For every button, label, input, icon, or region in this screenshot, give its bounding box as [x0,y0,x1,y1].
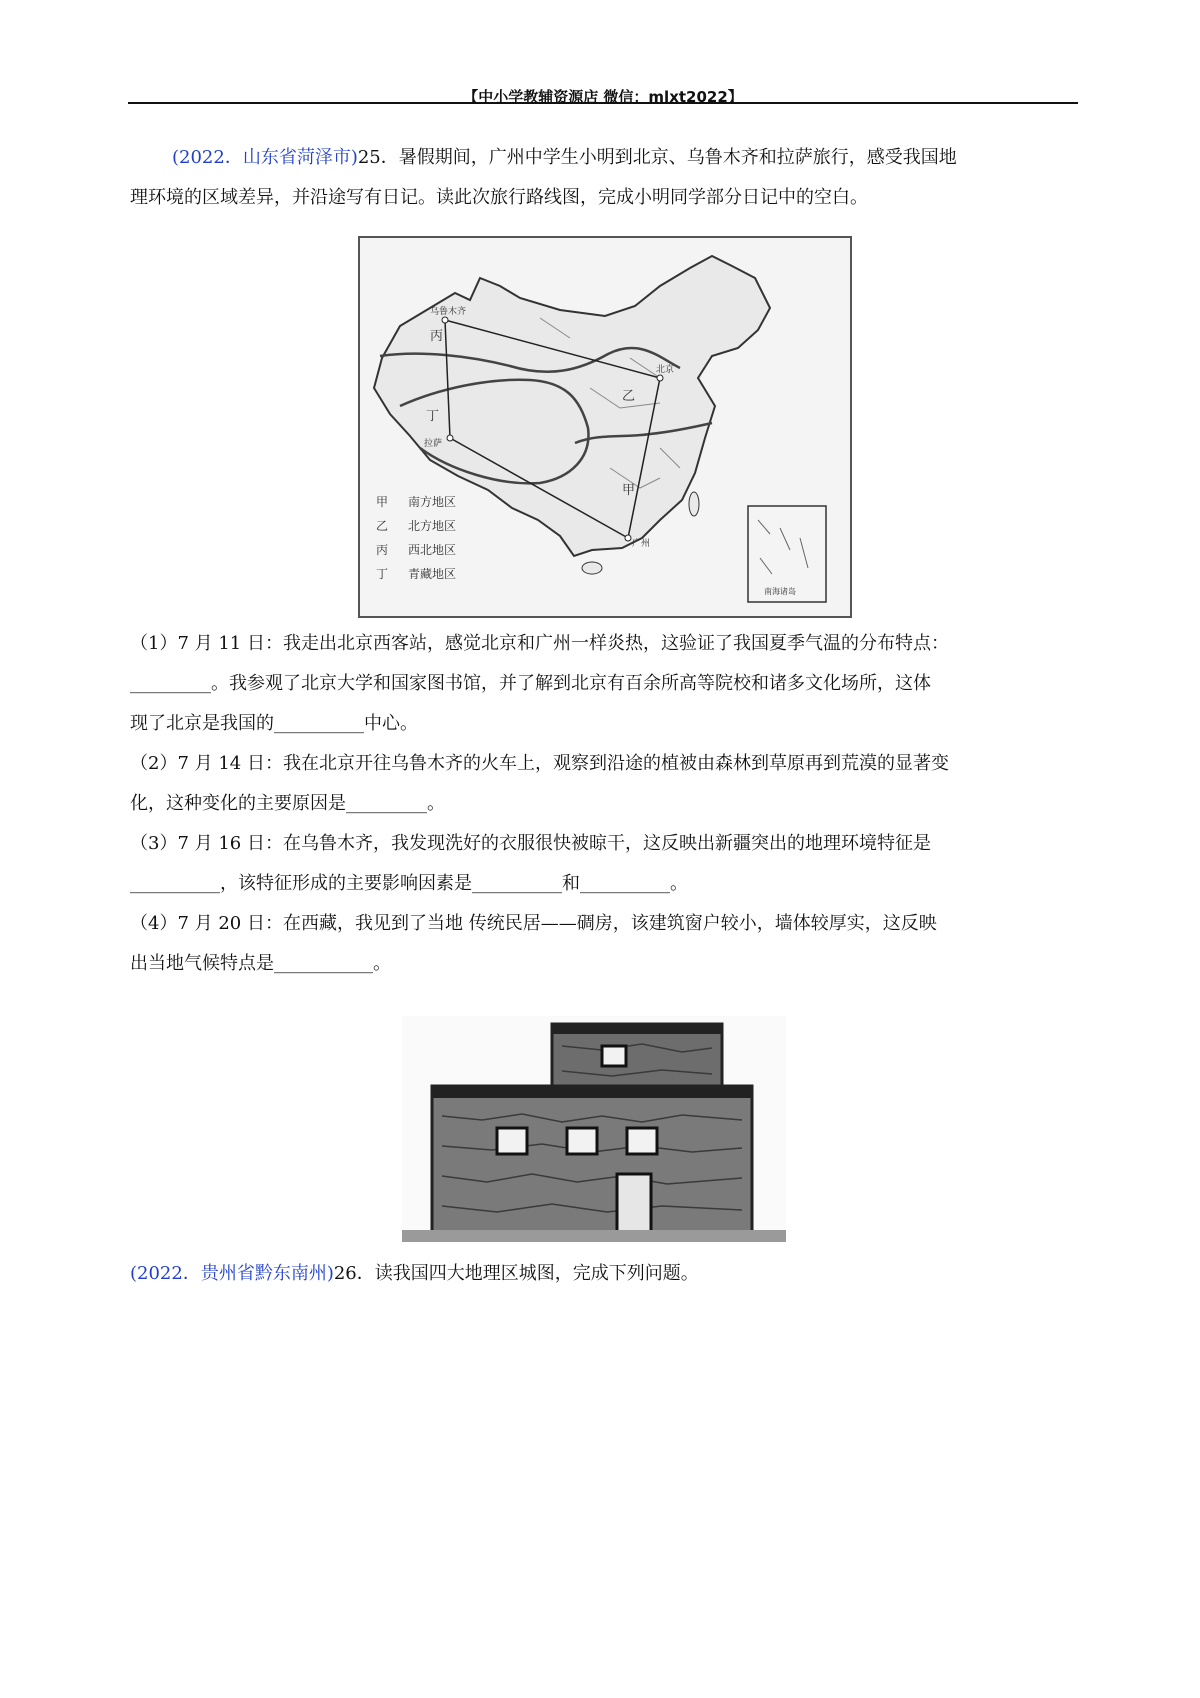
label-lhasa: 拉萨 [424,439,443,449]
q25-stem-line2: 理环境的区域差异，并沿途写有日记。读此次旅行路线图，完成小明同学部分日记中的空白。 [130,187,868,208]
label-urumqi: 乌鲁木齐 [430,307,467,317]
travel-route-map [358,236,852,618]
q25-source: (2022．山东省菏泽市) [172,147,358,168]
hainan-island [582,562,602,574]
region-mark-yi: 乙 [622,389,636,404]
q25-part3-line2: __________，该特征形成的主要影响因素是__________和__________。 [130,873,688,894]
q25-part4-line2: 出当地气候特点是___________。 [130,953,391,974]
q25-part1-line1: （1）7 月 11 日：我走出北京西客站，感觉北京和广州一样炎热，这验证了我国夏季气温的分布特点： [130,633,949,654]
legend-label-2: 北方地区 [408,519,457,533]
page-header: 【中小学教辅资源店 微信：mlxt2022】 [463,88,743,106]
lhasa-dot [447,435,453,441]
region-mark-bing: 丙 [430,329,444,344]
label-guangzhou: 广州 [632,539,651,549]
legend-mark-4: 丁 [376,567,389,581]
q25-part2-line2: 化，这种变化的主要原因是_________。 [130,793,445,814]
q25-stem-line1 [172,146,1120,170]
q26-line [130,1262,1078,1286]
china-map-svg [360,238,850,616]
tibetan-stone-house-image [402,1016,786,1242]
q25-part4-line1: （4）7 月 20 日：在西藏，我见到了当地 传统民居——碉房，该建筑窗户较小，墙体较厚实，这反映 [130,913,937,934]
south-china-sea-inset [748,506,826,602]
q25-part1-line3: 现了北京是我国的__________中心。 [130,713,418,734]
legend-mark-3: 丙 [376,543,389,557]
region-mark-jia: 甲 [622,483,636,498]
label-beijing: 北京 [656,365,675,375]
q26-source: (2022．贵州省黔东南州) [130,1263,334,1284]
region-mark-ding: 丁 [426,409,440,424]
q26-stem: 26．读我国四大地理区城图，完成下列问题。 [333,1263,699,1284]
q25-part1-line2: _________。我参观了北京大学和国家图书馆，并了解到北京有百余所高等院校和诸多文化场所，这体 [130,673,931,694]
legend-label-1: 南方地区 [408,495,457,509]
guangzhou-dot [625,535,631,541]
legend-label-4: 青藏地区 [408,567,457,581]
q25-part3-line1: （3）7 月 16 日：在乌鲁木齐，我发现洗好的衣服很快被晾干，这反映出新疆突出的地理环境特征是 [130,833,931,854]
header-rule [128,102,1078,104]
china-outline [374,256,770,556]
legend-mark-1: 甲 [376,495,389,509]
taiwan-island [689,492,699,516]
q25-part2-line1: （2）7 月 14 日：我在北京开往乌鲁木齐的火车上，观察到沿途的植被由森林到草原再到荒漠的显著变 [130,753,949,774]
q25-stem-text: 25．暑假期间，广州中学生小明到北京、乌鲁木齐和拉萨旅行，感受我国地 [357,147,957,168]
map-legend [376,494,456,581]
urumqi-dot [442,317,448,323]
legend-mark-2: 乙 [376,519,389,533]
inset-label: 南海诸岛 [764,587,796,596]
beijing-dot [657,375,663,381]
legend-label-3: 西北地区 [408,543,457,557]
